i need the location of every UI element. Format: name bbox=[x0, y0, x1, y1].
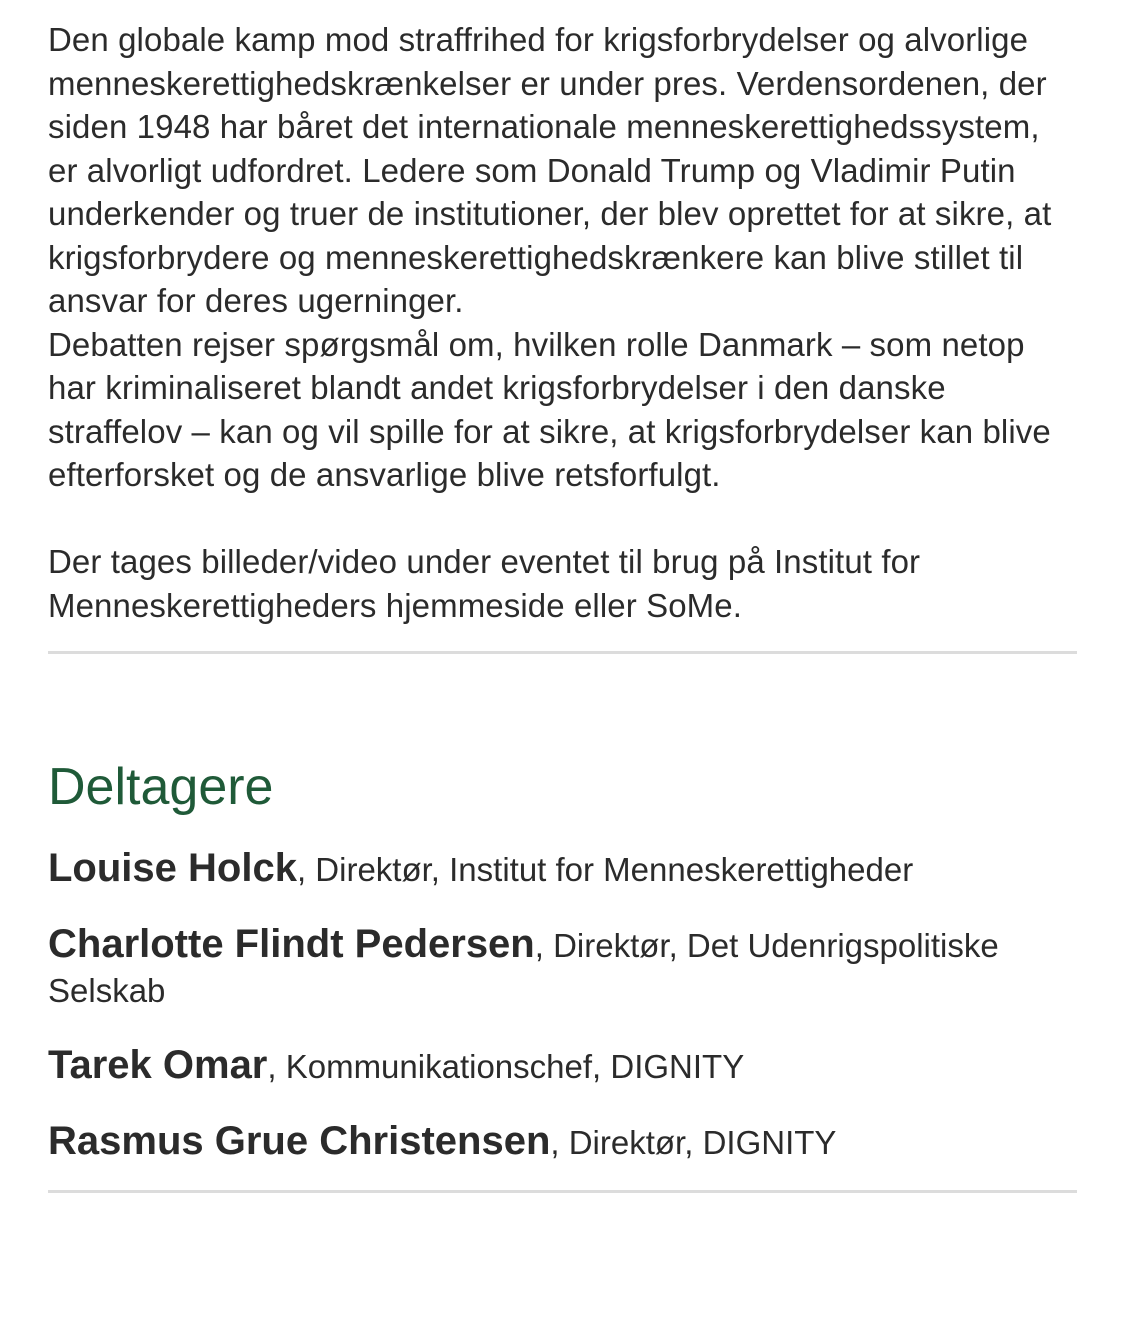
section-divider bbox=[48, 651, 1077, 654]
participants-heading: Deltagere bbox=[48, 758, 274, 816]
participant-name: Rasmus Grue Christensen bbox=[48, 1119, 551, 1163]
participant-role: , Kommunikationschef, DIGNITY bbox=[267, 1048, 745, 1085]
participants-list bbox=[48, 846, 1077, 1165]
participant-name: Tarek Omar bbox=[48, 1043, 268, 1087]
participant-item bbox=[48, 1119, 1077, 1165]
participant-name: Louise Holck bbox=[48, 846, 297, 890]
description-paragraph: Den globale kamp mod straffrihed for krigsforbrydelser og alvorlige menneskerettighedskrænkelser er under pres. Verdensordenen, der siden 1948 har båret det internationale menneskerettighedssystem, er alvorligt udfordret. Ledere som Donald Trump og Vladimir Putin underkender og truer de institutioner, der blev oprettet for at sikre, at krigsforbrydere og menneskerettighedskrænkere kan blive stillet til ansvar for deres ugerninger. bbox=[48, 21, 1052, 319]
participant-role: , Direktør, Institut for Menneskerettigheder bbox=[296, 851, 914, 888]
participant-role: , Direktør, DIGNITY bbox=[550, 1124, 837, 1161]
media-notice: Der tages billeder/video under eventet til brug på Institut for Menneskerettigheders hjemmeside eller SoMe. bbox=[48, 543, 921, 624]
section-divider bbox=[48, 1190, 1077, 1193]
participant-name: Charlotte Flindt Pedersen bbox=[48, 922, 535, 966]
participant-item bbox=[48, 1043, 1077, 1089]
participant-role: , Direktør, Det Udenrigspolitiske Selskab bbox=[48, 927, 999, 1009]
event-description bbox=[48, 18, 1077, 627]
event-page-content bbox=[48, 18, 1077, 1193]
participant-item bbox=[48, 846, 1077, 892]
description-paragraph: Debatten rejser spørgsmål om, hvilken rolle Danmark – som netop har kriminaliseret blandt andet krigsforbrydelser i den danske straffelov – kan og vil spille for at sikre, at krigsforbrydelser kan blive efterforsket og de ansvarlige blive retsforfulgt. bbox=[48, 325, 1051, 493]
participant-item bbox=[48, 922, 1077, 1013]
